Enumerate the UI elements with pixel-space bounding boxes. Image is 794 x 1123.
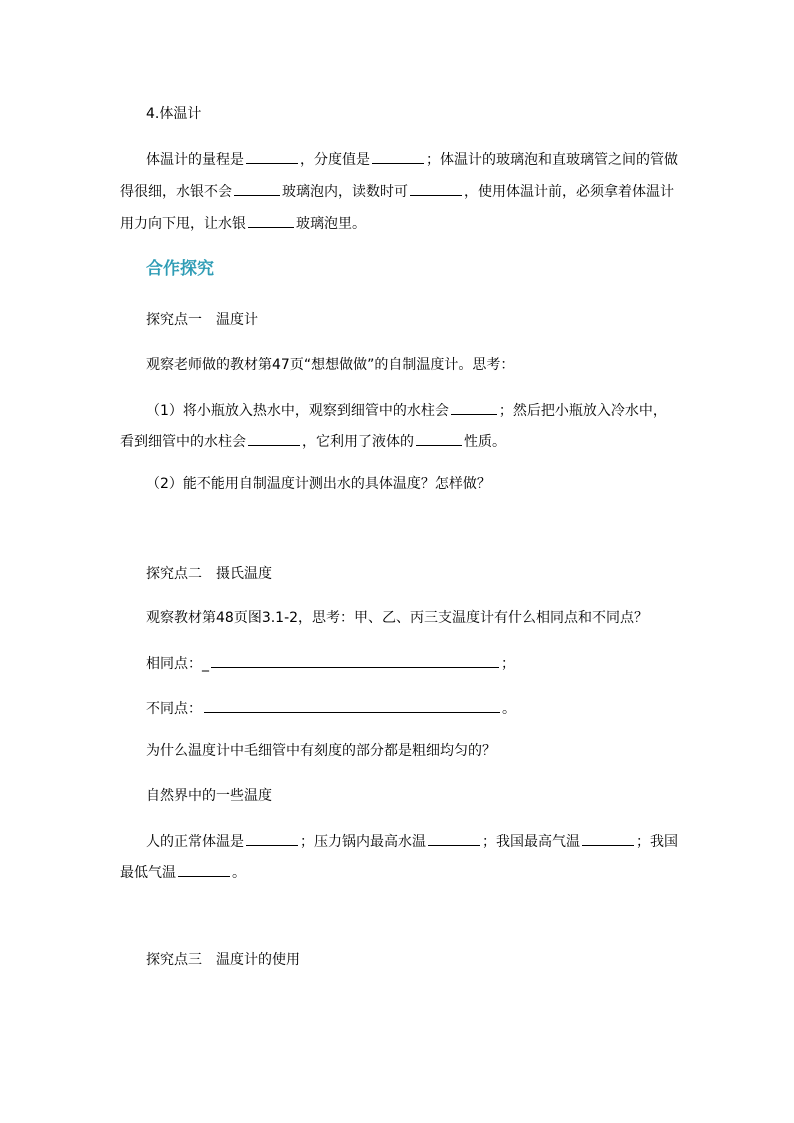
text: ；体温计的玻璃泡和直玻璃管之间的管做 [426,152,678,168]
point-topic: 温度计的使用 [216,952,300,968]
text: 最低气温 [120,865,176,881]
text: ；然后把小瓶放入冷水中， [498,403,667,419]
paragraph-line [146,399,706,421]
text: 相同点：_ [146,656,209,672]
section-title-text: 4.体温计 [146,106,202,122]
point-title [146,310,706,330]
text: 不同点： [146,701,202,717]
text: 观察老师做的教材第47页“想想做做”的自制温度计。思考： [146,357,515,373]
point-topic: 摄氏温度 [216,566,272,582]
fill-blank[interactable] [234,180,280,196]
section-heading: 合作探究 [146,259,214,279]
text: 玻璃泡里。 [296,216,366,232]
paragraph-line [120,430,680,452]
fill-blank[interactable] [246,148,298,164]
point-label: 探究点二 [146,566,202,582]
paragraph-line [146,148,706,170]
text: 为什么温度计中毛细管中有刻度的部分都是粗细均匀的？ [146,743,496,759]
paragraph-line [146,355,706,375]
text: 人的正常体温是 [146,834,244,850]
fill-blank[interactable] [428,830,480,846]
fill-blank[interactable] [248,430,300,446]
text: 得很细，水银不会 [120,184,232,200]
fill-blank[interactable] [410,180,462,196]
fill-blank[interactable] [416,430,462,446]
text: 自然界中的一些温度 [146,788,272,804]
text: 看到细管中的水柱会 [120,434,246,450]
text: ，它利用了液体的 [302,434,414,450]
point-topic: 温度计 [216,312,258,328]
text: （1）将小瓶放入热水中，观察到细管中的水柱会 [146,403,449,419]
fill-blank[interactable] [246,830,298,846]
paragraph-line [146,652,706,674]
text: ；我国最高气温 [482,834,580,850]
text: ； [501,656,515,672]
fill-blank[interactable] [178,861,230,877]
fill-blank[interactable] [372,148,424,164]
text: 观察教材第48页图3.1-2，思考：甲、乙、丙三支温度计有什么相同点和不同点？ [146,610,649,626]
text: ，分度值是 [300,152,370,168]
text: 玻璃泡内，读数时可 [282,184,408,200]
point-title [146,564,706,584]
paragraph-line [146,608,706,628]
paragraph-line [146,741,706,761]
point-label: 探究点一 [146,312,202,328]
text: 。 [502,701,516,717]
text: ，使用体温计前，必须拿着体温计 [464,184,674,200]
section-title [146,104,706,124]
point-label: 探究点三 [146,952,202,968]
fill-blank[interactable] [204,697,500,713]
paragraph-line [146,697,706,719]
point-title [146,950,706,970]
paragraph-line [120,180,680,202]
fill-blank[interactable] [211,652,499,668]
text: ；压力锅内最高水温 [300,834,426,850]
text: 性质。 [464,434,506,450]
text: 体温计的量程是 [146,152,244,168]
fill-blank[interactable] [451,399,497,415]
paragraph-line [120,212,680,234]
paragraph-line [146,830,706,852]
paragraph-line [146,474,706,494]
text: （2）能不能用自制温度计测出水的具体温度？怎样做？ [146,476,491,492]
text: ；我国 [636,834,678,850]
paragraph-line [120,861,680,883]
fill-blank[interactable] [582,830,634,846]
paragraph-line [146,786,706,806]
text: 用力向下甩，让水银 [120,216,246,232]
text: 。 [232,865,246,881]
fill-blank[interactable] [248,212,294,228]
